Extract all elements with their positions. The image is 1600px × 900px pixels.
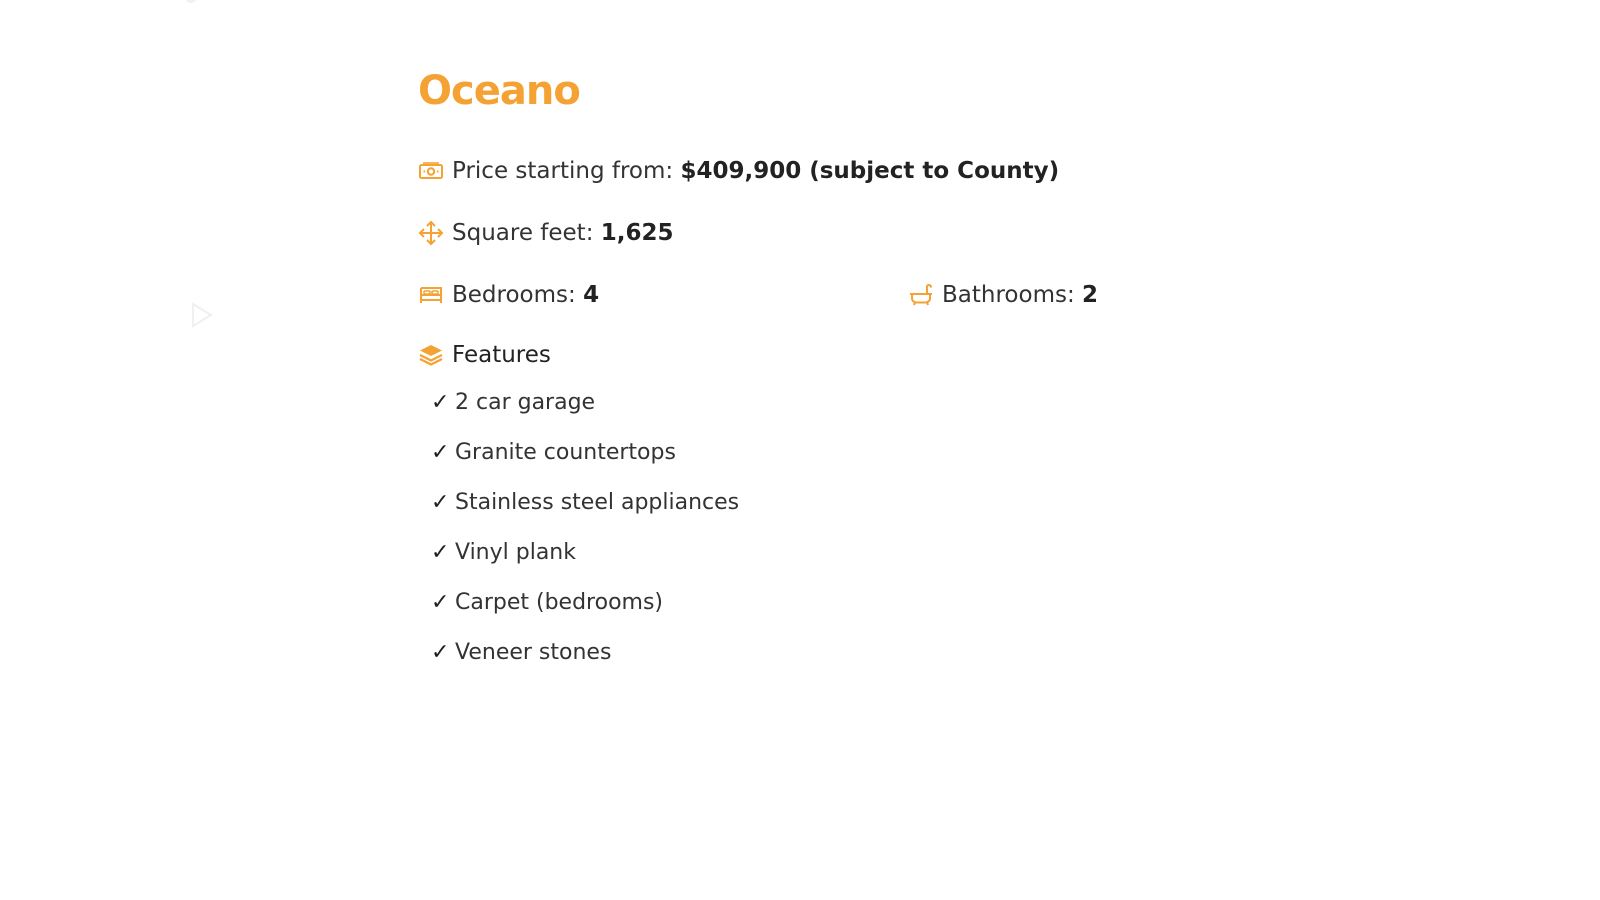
- feature-text: Granite countertops: [455, 440, 676, 465]
- feature-text: Carpet (bedrooms): [455, 590, 664, 615]
- price-label: Price starting from:: [452, 158, 674, 184]
- feature-item: [431, 638, 739, 688]
- feature-item: [431, 488, 739, 538]
- money-icon: [418, 158, 444, 184]
- faded-dot-icon: [186, 0, 196, 3]
- listing-title: Oceano: [418, 68, 580, 114]
- feature-text: Vinyl plank: [455, 540, 576, 565]
- feature-item: [431, 388, 739, 438]
- faded-play-icon: [190, 302, 214, 328]
- bed-icon: [418, 282, 444, 308]
- bathrooms-row: [908, 280, 1098, 310]
- bedrooms-row: [418, 280, 599, 310]
- features-label: Features: [452, 342, 551, 368]
- sqft-value: 1,625: [600, 220, 674, 246]
- listing-card: [418, 62, 1138, 665]
- sqft-label: Square feet:: [452, 220, 594, 246]
- arrows-move-icon: [418, 220, 444, 246]
- price-value: $409,900 (subject to County): [680, 158, 1060, 184]
- checkmark-icon: ✓: [431, 440, 450, 465]
- feature-text: Stainless steel appliances: [455, 490, 740, 515]
- bathrooms-value: 2: [1082, 282, 1099, 308]
- feature-item: [431, 438, 739, 488]
- checkmark-icon: ✓: [431, 590, 450, 615]
- features-header: [418, 340, 551, 370]
- feature-text: Veneer stones: [455, 640, 612, 665]
- checkmark-icon: ✓: [431, 490, 450, 515]
- bedrooms-label: Bedrooms:: [452, 282, 576, 308]
- bedrooms-value: 4: [583, 282, 600, 308]
- checkmark-icon: ✓: [431, 390, 450, 415]
- price-row: [418, 156, 1059, 186]
- feature-text: 2 car garage: [455, 390, 596, 415]
- features-list: [431, 388, 739, 688]
- feature-item: [431, 538, 739, 588]
- checkmark-icon: ✓: [431, 640, 450, 665]
- checkmark-icon: ✓: [431, 540, 450, 565]
- layers-icon: [418, 342, 444, 368]
- feature-item: [431, 588, 739, 638]
- bathtub-icon: [908, 282, 934, 308]
- bathrooms-label: Bathrooms:: [942, 282, 1075, 308]
- sqft-row: [418, 218, 674, 248]
